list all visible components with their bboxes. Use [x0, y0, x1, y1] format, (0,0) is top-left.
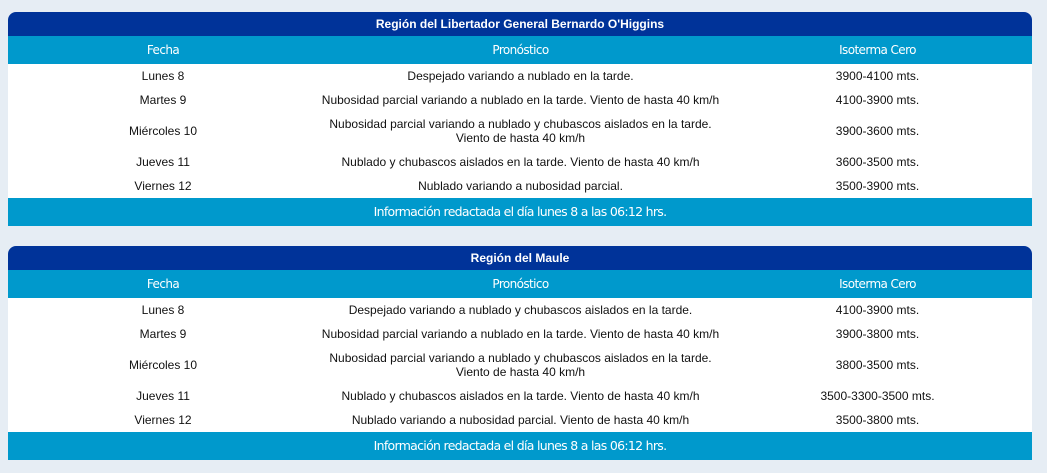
forecast-cell: Nublado variando a nubosidad parcial.: [418, 179, 623, 193]
table-row: [8, 322, 1032, 346]
column-header-forecast: Pronóstico: [492, 43, 549, 57]
isotherm-cell: 4100-3900 mts.: [835, 303, 920, 317]
column-header-date: Fecha: [146, 277, 180, 291]
forecast-cell: Despejado variando a nublado en la tarde.: [407, 69, 634, 83]
isotherm-cell: 3600-3500 mts.: [835, 155, 920, 169]
region-forecast-table: [8, 12, 1032, 226]
forecast-cell: Nublado y chubascos aislados en la tarde. Viento de hasta 40 km/h: [341, 389, 700, 403]
table-row: [8, 150, 1032, 174]
column-header-date: Fecha: [146, 43, 180, 57]
date-cell: Martes 9: [139, 327, 187, 341]
date-cell: Lunes 8: [141, 303, 185, 317]
isotherm-cell: 3500-3300-3500 mts.: [820, 389, 935, 403]
isotherm-cell: 4100-3900 mts.: [835, 93, 920, 107]
table-row: [8, 298, 1032, 322]
update-info-footer: Información redactada el día lunes 8 a las 06:12 hrs.: [8, 432, 1032, 460]
column-header-forecast: Pronóstico: [492, 277, 549, 291]
column-header-row: [8, 36, 1032, 64]
date-cell: Martes 9: [139, 93, 187, 107]
date-cell: Lunes 8: [141, 69, 185, 83]
date-cell: Viernes 12: [134, 413, 192, 427]
table-row: [8, 64, 1032, 88]
date-cell: Jueves 11: [136, 389, 190, 403]
forecast-cell: Despejado variando a nublado y chubascos aislados en la tarde.: [348, 303, 693, 317]
date-cell: Miércoles 10: [128, 124, 198, 138]
forecast-cell: Nubosidad parcial variando a nublado en la tarde. Viento de hasta 40 km/h: [321, 93, 720, 107]
column-header-row: [8, 270, 1032, 298]
column-header-isotherm: Isoterma Cero: [839, 43, 916, 57]
date-cell: Miércoles 10: [128, 358, 198, 372]
table-row: [8, 112, 1032, 150]
date-cell: Viernes 12: [134, 179, 192, 193]
table-row: [8, 408, 1032, 432]
update-info-footer: Información redactada el día lunes 8 a las 06:12 hrs.: [8, 198, 1032, 226]
isotherm-cell: 3900-3800 mts.: [835, 327, 920, 341]
region-forecast-table: [8, 246, 1032, 460]
forecast-cell: Nubosidad parcial variando a nublado en la tarde. Viento de hasta 40 km/h: [321, 327, 720, 341]
column-header-isotherm: Isoterma Cero: [839, 277, 916, 291]
region-title: Región del Libertador General Bernardo O'Higgins: [8, 12, 1032, 36]
isotherm-cell: 3800-3500 mts.: [835, 358, 920, 372]
isotherm-cell: 3500-3800 mts.: [835, 413, 920, 427]
table-row: [8, 174, 1032, 198]
table-row: [8, 384, 1032, 408]
region-title: Región del Maule: [8, 246, 1032, 270]
table-row: [8, 88, 1032, 112]
forecast-cell: Nublado y chubascos aislados en la tarde. Viento de hasta 40 km/h: [341, 155, 700, 169]
forecast-cell: Nublado variando a nubosidad parcial. Viento de hasta 40 km/h: [351, 413, 690, 427]
table-row: [8, 346, 1032, 384]
forecast-cell: Nubosidad parcial variando a nublado y chubascos aislados en la tarde. Viento de hasta 40 km/h: [329, 117, 712, 145]
isotherm-cell: 3900-4100 mts.: [835, 69, 920, 83]
date-cell: Jueves 11: [136, 155, 190, 169]
isotherm-cell: 3500-3900 mts.: [835, 179, 920, 193]
forecast-cell: Nubosidad parcial variando a nublado y chubascos aislados en la tarde. Viento de hasta 40 km/h: [329, 351, 712, 379]
isotherm-cell: 3900-3600 mts.: [835, 124, 920, 138]
